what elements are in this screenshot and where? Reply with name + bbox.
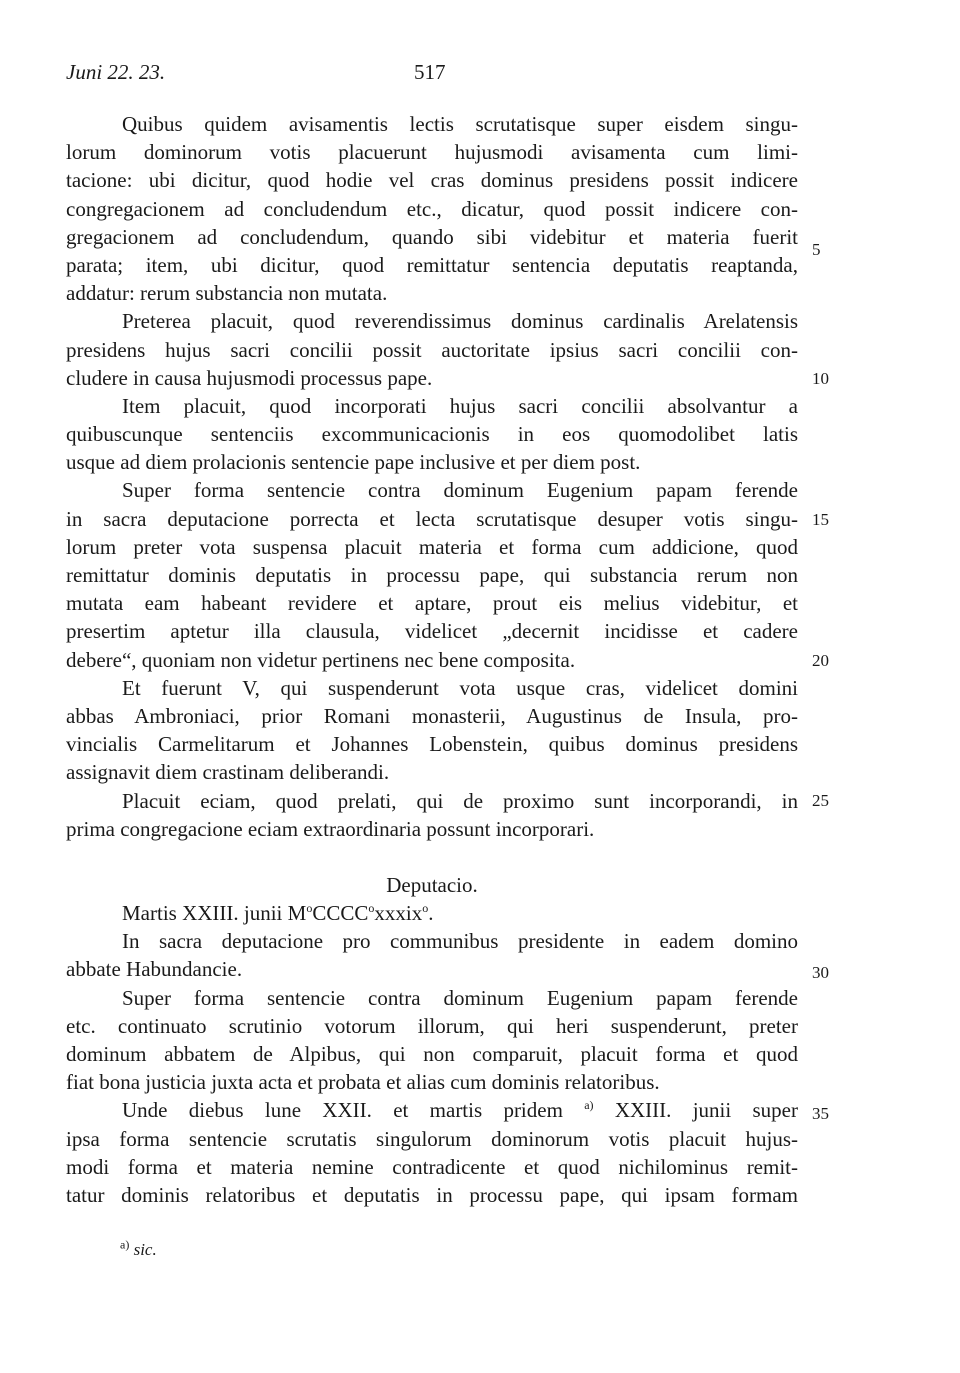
text-line: gregacionem ad concludendum, quando sibi videbitur et materia fuerit [66, 224, 798, 249]
date-line [66, 899, 798, 927]
text-line: cludere in causa hujusmodi processus pape. [66, 365, 433, 390]
text-line: presertim aptetur illa clausula, videlicet „decernit incidisse et cadere [66, 619, 798, 644]
text-line: Super forma sentencie contra dominum Eugenium papam ferende [122, 478, 798, 503]
text-line: Quibus quidem avisamentis lectis scrutatisque super eisdem singu- [122, 112, 798, 136]
text-line: tacione: ubi dicitur, quod hodie vel cras dominus presidens possit indicere [66, 168, 798, 193]
superscript: o [368, 901, 375, 916]
line-number: 10 [812, 369, 829, 388]
main-text [66, 110, 798, 1209]
text-line: usque ad diem prolacionis sentencie pape inclusive et per diem post. [66, 450, 641, 475]
text-line: remittatur dominis deputatis in processu pape, qui substancia rerum non [66, 563, 798, 587]
text-line: lorum dominorum votis placuerunt hujusmodi avisamenta cum limi- [66, 140, 798, 165]
line-number: 35 [812, 1104, 829, 1123]
text-line: Preterea placuit, quod reverendissimus dominus cardinalis Arelatensis [122, 309, 798, 334]
superscript: o [306, 901, 313, 916]
footnote-marker: a) [120, 1237, 130, 1252]
text-line: assignavit diem crastinam deliberandi. [66, 760, 390, 785]
text-line: in sacra deputacione porrecta et lecta scrutatisque desuper votis singu- [66, 506, 798, 531]
text-line: tatur dominis relatoribus et deputatis in processu pape, qui ipsam formam [66, 1182, 798, 1207]
text-line: abbate Habundancie. [66, 957, 243, 982]
text-line: Super forma sentencie contra dominum Eugenium papam ferende [122, 985, 798, 1010]
text-line: abbas Ambroniaci, prior Romani monasterii, Augustinus de Insula, pro- [66, 703, 798, 728]
page-number: 517 [414, 60, 446, 84]
text-line: parata; item, ubi dicitur, quod remittatur sentencia deputatis reaptanda, [66, 252, 798, 277]
text-line: mutata eam habeant revidere et aptare, prout eis melius videbitur, et [66, 591, 798, 616]
text-line: ipsa forma sentencie scrutatis singulorum dominorum votis placuit hujus- [66, 1126, 798, 1151]
text-line: fiat bona justicia juxta acta et probata et alias cum dominis relatoribus. [66, 1070, 660, 1095]
running-head: Juni 22. 23. [66, 60, 166, 84]
text-line: dominum abbatem de Alpibus, qui non comparuit, placuit forma et quod [66, 1042, 798, 1066]
line-number: 25 [812, 791, 829, 810]
line-number: 5 [812, 240, 821, 259]
date-text: CCCC [312, 901, 369, 926]
text-line: In sacra deputacione pro communibus presidente in eadem domino [122, 929, 798, 954]
section-gap [66, 843, 798, 871]
line-number: 15 [812, 510, 829, 529]
text-line: Et fuerunt V, qui suspenderunt vota usque cras, videlicet domini [122, 675, 798, 700]
text-line: Item placuit, quod incorporati hujus sacri concilii absolvantur a [122, 393, 798, 418]
footnote-marker: a) [584, 1098, 594, 1113]
text-line: presidens hujus sacri concilii possit auctoritate ipsius sacri concilii con- [66, 337, 798, 362]
section-heading: Deputacio. [386, 872, 478, 897]
date-text: Martis XXIII. junii M [122, 901, 307, 926]
date-text: . [428, 901, 434, 926]
text-fragment: XXIII. junii super [593, 1098, 798, 1123]
superscript: o [422, 901, 429, 916]
text-line: etc. continuato scrutinio votorum illorum, qui heri suspenderunt, preter [66, 1013, 798, 1038]
text-line: modi forma et materia nemine contradicente et quod nichilominus remit- [66, 1154, 798, 1179]
footnote-text: sic. [133, 1240, 157, 1259]
footnote [120, 1237, 157, 1260]
text-line: vincialis Carmelitarum et Johannes Lobenstein, quibus dominus presidens [66, 732, 798, 757]
text-line: addatur: rerum substancia non mutata. [66, 281, 388, 306]
text-line: congregacionem ad concludendum etc., dicatur, quod possit indicere con- [66, 196, 798, 221]
text-fragment: Unde diebus lune XXII. et martis pridem [122, 1098, 585, 1123]
date-text: xxxix [374, 901, 423, 926]
text-line: prima congregacione eciam extraordinaria possunt incorporari. [66, 816, 595, 841]
line-number: 30 [812, 963, 829, 982]
text-line: quibuscunque sentenciis excommunicacionis in eos quomodolibet latis [66, 422, 798, 447]
page-header [66, 60, 798, 90]
text-line [66, 1096, 798, 1124]
text-line: debere“, quoniam non videtur pertinens nec bene composita. [66, 647, 576, 672]
text-line: Placuit eciam, quod prelati, qui de proximo sunt incorporandi, in [122, 788, 798, 813]
text-line: lorum preter vota suspensa placuit materia et forma cum addicione, quod [66, 534, 798, 559]
line-number: 20 [812, 651, 829, 670]
